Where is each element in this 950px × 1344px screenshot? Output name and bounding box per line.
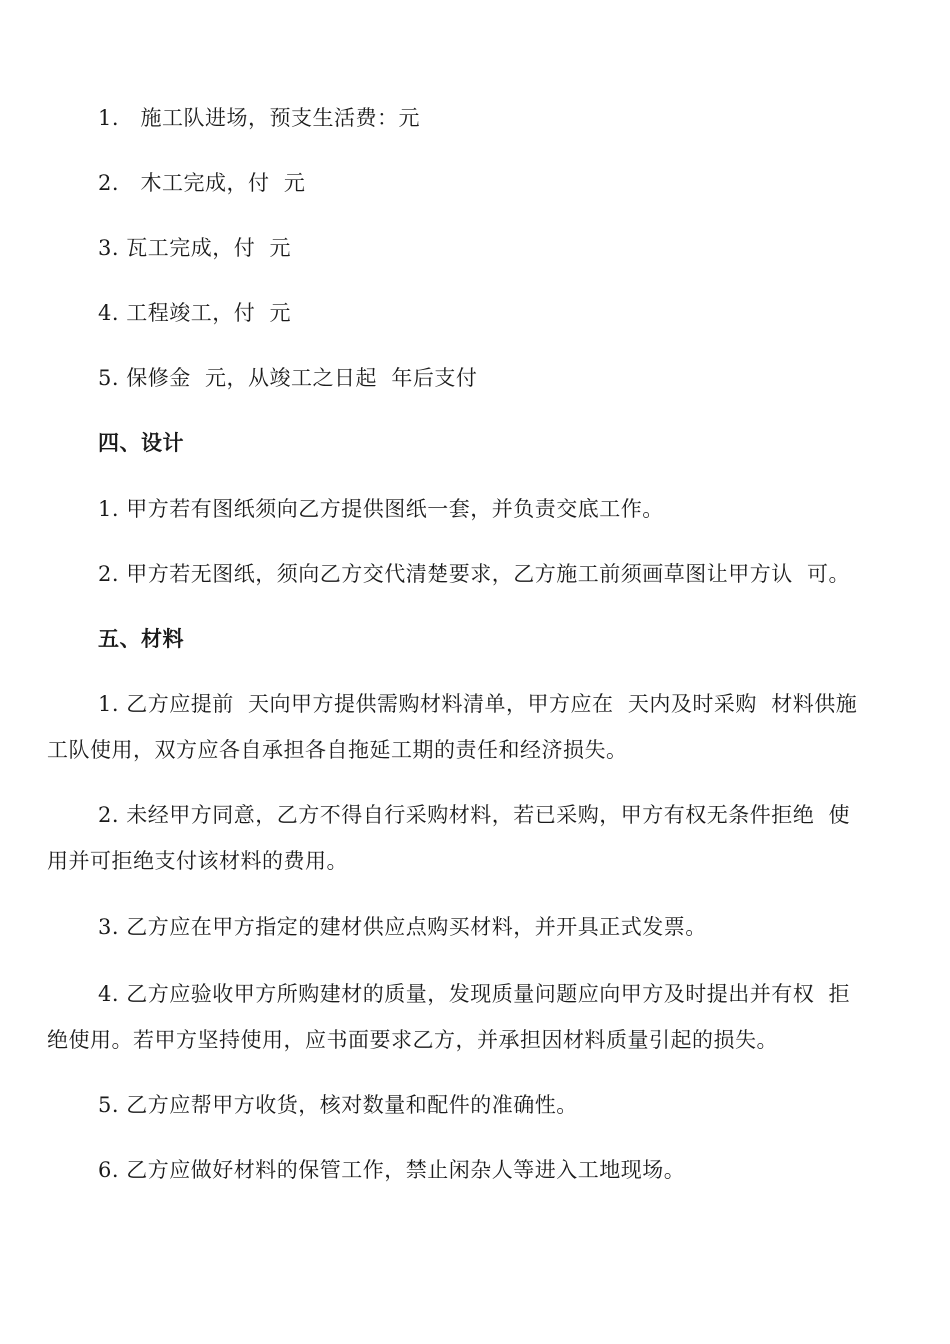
payment-item-3: 3. 瓦工完成，付 元 xyxy=(98,236,292,260)
materials-item-4-line-2: 绝使用。若甲方坚持使用，应书面要求乙方，并承担因材料质量引起的损失。 xyxy=(47,1028,778,1052)
materials-item-5: 5. 乙方应帮甲方收货，核对数量和配件的准确性。 xyxy=(98,1093,578,1117)
payment-item-4: 4. 工程竣工，付 元 xyxy=(98,301,292,325)
materials-item-3: 3. 乙方应在甲方指定的建材供应点购买材料，并开具正式发票。 xyxy=(98,915,707,939)
materials-item-2-line-2: 用并可拒绝支付该材料的费用。 xyxy=(47,849,348,873)
payment-item-1: 1. 施工队进场，预支生活费：元 xyxy=(98,106,421,130)
materials-item-1-line-1: 1. 乙方应提前 天向甲方提供需购材料清单，甲方应在 天内及时采购 材料供施 xyxy=(98,692,858,716)
payment-item-5: 5. 保修金 元，从竣工之日起 年后支付 xyxy=(98,366,478,390)
materials-item-6: 6. 乙方应做好材料的保管工作，禁止闲杂人等进入工地现场。 xyxy=(98,1158,686,1182)
section-heading-design: 四、设计 xyxy=(98,430,184,455)
materials-item-2-line-1: 2. 未经甲方同意，乙方不得自行采购材料，若已采购，甲方有权无条件拒绝 使 xyxy=(98,803,851,827)
payment-item-2: 2. 木工完成，付 元 xyxy=(98,171,306,195)
design-item-2: 2. 甲方若无图纸，须向乙方交代清楚要求，乙方施工前须画草图让甲方认 可。 xyxy=(98,562,851,586)
materials-item-4-line-1: 4. 乙方应验收甲方所购建材的质量，发现质量问题应向甲方及时提出并有权 拒 xyxy=(98,982,851,1006)
design-item-1: 1. 甲方若有图纸须向乙方提供图纸一套，并负责交底工作。 xyxy=(98,497,664,521)
section-heading-materials: 五、材料 xyxy=(98,626,184,651)
materials-item-1-line-2: 工队使用，双方应各自承担各自拖延工期的责任和经济损失。 xyxy=(47,738,628,762)
